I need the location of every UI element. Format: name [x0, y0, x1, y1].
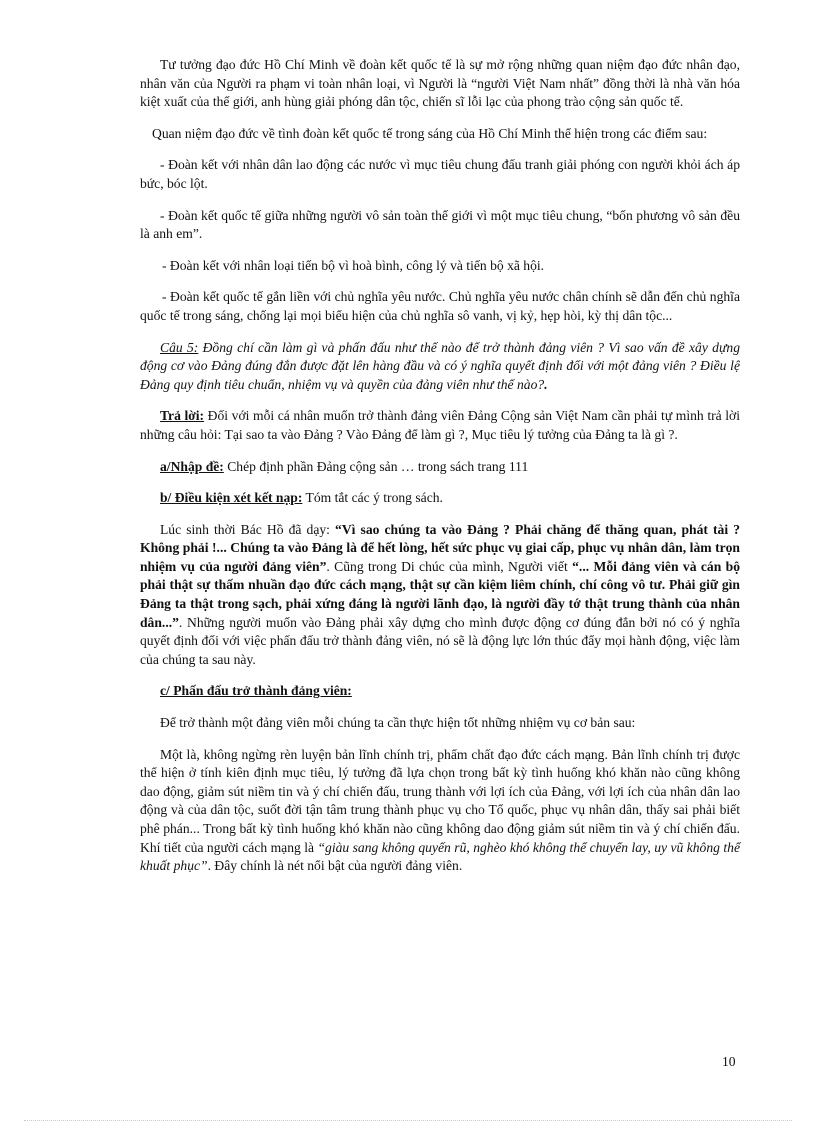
paragraph-c2-text: Một là, không ngừng rèn luyện bản lĩnh chính trị, phẩm chất đạo đức cách mạng. Bản lĩnh chính trị được thể hiện ở tính kiên định mục tiêu, lý tưởng đã lựa chọn trong bất kỳ tình huống khó khăn nào cũng không dao động, giảm sút niềm tin và ý chí chiến đấu, trung thành với lợi ích của Đảng, với lợi ích của nhân dân lao động và của dân tộc, suốt đời tận tâm trung thành phục vụ cho Tổ quốc, phục vụ nhân dân, thấy sai phải biết phê phán... Trong bất kỳ tình huống khó khăn nào cũng không dao động giảm sút niềm tin và ý chí chiến đấu. Khí tiết của người cách mạng là — [140, 746, 740, 855]
answer-paragraph — [140, 407, 740, 444]
question-paragraph — [140, 339, 740, 395]
section-b-text: Tóm tắt các ý trong sách. — [302, 490, 443, 506]
quote-lead: Lúc sinh thời Bác Hồ đã dạy: — [160, 521, 336, 537]
question-end: . — [544, 376, 548, 392]
question-label: Câu 5: — [160, 339, 199, 355]
section-c-label: c/ Phấn đấu trở thành đảng viên: — [160, 683, 352, 699]
page-number: 10 — [722, 1054, 736, 1069]
quote-1: “Vì sao chúng ta vào Đảng ? Phải chăng để thăng quan, phát tài ? Không phải !... Chúng ta vào Đảng là để hết lòng, hết sức phục vụ giai cấp, phục vụ nhân dân, làm trọn nhiệm vụ của người đảng viên” — [140, 521, 740, 574]
section-a — [140, 458, 740, 477]
page-bottom-divider — [24, 1120, 792, 1121]
paragraph-c2-tail: . Đây chính là nét nổi bật của người đảng viên. — [207, 858, 463, 874]
paragraph-c2 — [140, 746, 740, 876]
answer-label: Trả lời: — [160, 408, 205, 424]
section-b-label: b/ Điều kiện xét kết nạp: — [160, 490, 303, 506]
document-body — [140, 56, 740, 889]
section-b — [140, 489, 740, 508]
question-text: Đồng chí cần làm gì và phấn đấu như thế nào để trở thành đảng viên ? Vì sao vấn đề xây dựng động cơ vào Đảng đúng đắn được đặt lên hàng đầu và có ý nghĩa quyết định đối với một đảng viên ? Điều lệ Đảng quy định tiêu chuẩn, nhiệm vụ và quyền của đảng viên như thế nào? — [140, 339, 740, 392]
section-a-text: Chép định phần Đảng cộng sản … trong sách trang 111 — [223, 458, 529, 474]
quote-2: “... Mỗi đảng viên và cán bộ phải thật sự thấm nhuần đạo đức cách mạng, thật sự cần kiệm liêm chính, chí công vô tư. Phải giữ gìn Đảng ta thật trong sạch, phải xứng đáng là người lãnh đạo, là người đầy tớ thật trung thành của nhân dân...” — [140, 558, 740, 630]
section-a-label: a/Nhập đề: — [160, 458, 224, 474]
answer-text: Đối với mỗi cá nhân muốn trở thành đảng viên Đảng Cộng sản Việt Nam cần phải tự mình trả lời những câu hỏi: Tại sao ta vào Đảng ? Vào Đảng để làm gì ?, Mục tiêu lý tưởng của Đảng ta là gì ?. — [140, 408, 740, 442]
paragraph-c2-quote: “giàu sang không quyến rũ, nghèo khó không thể chuyển lay, uy vũ không thể khuất phục” — [140, 839, 740, 874]
quote-mid: . Cũng trong Di chúc của mình, Người viết — [326, 558, 573, 574]
quote-paragraph — [140, 521, 740, 670]
bullet-item-2: - Đoàn kết quốc tế giữa những người vô sản toàn thế giới vì một mục tiêu chung, “bốn phương vô sản đều là anh em”. — [140, 207, 740, 242]
bullet-item-4: - Đoàn kết quốc tế gắn liền với chủ nghĩa yêu nước. Chủ nghĩa yêu nước chân chính sẽ dẫn đến chủ nghĩa quốc tế trong sáng, chống lại mọi biểu hiện của chủ nghĩa sô vanh, vị kỷ, hẹp hòi, kỳ thị dân tộc... — [140, 289, 740, 323]
paragraph-concept: Quan niệm đạo đức về tình đoàn kết quốc tế trong sáng của Hồ Chí Minh thể hiện trong các điểm sau: — [152, 125, 708, 141]
bullet-item-1: - Đoàn kết với nhân dân lao động các nước vì mục tiêu chung đấu tranh giải phóng con người khỏi ách áp bức, bóc lột. — [140, 157, 740, 191]
bullet-item-3: - Đoàn kết với nhân loại tiến bộ vì hoà bình, công lý và tiến bộ xã hội. — [162, 257, 545, 273]
quote-tail: . Những người muốn vào Đảng phải xây dựng cho mình được động cơ đúng đắn bởi nó có ý nghĩa quyết định đối với việc phấn đấu trở thành đảng viên, nó sẽ là động lực lớn thúc đẩy mọi hành động, việc làm của chúng ta sau này. — [140, 614, 740, 667]
paragraph-intro: Tư tưởng đạo đức Hồ Chí Minh về đoàn kết quốc tế là sự mở rộng những quan niệm đạo đức nhân đạo, nhân văn của Người ra phạm vi toàn nhân loại, vì Người là “người Việt Nam nhất” đồng thời là nhà văn hóa kiệt xuất của thế giới, anh hùng giải phóng dân tộc, chiến sĩ lỗi lạc của phong trào cộng sản quốc tế. — [140, 57, 740, 110]
paragraph-c1: Để trở thành một đảng viên mỗi chúng ta cần thực hiện tốt những nhiệm vụ cơ bản sau: — [160, 715, 636, 731]
section-c — [140, 682, 740, 701]
